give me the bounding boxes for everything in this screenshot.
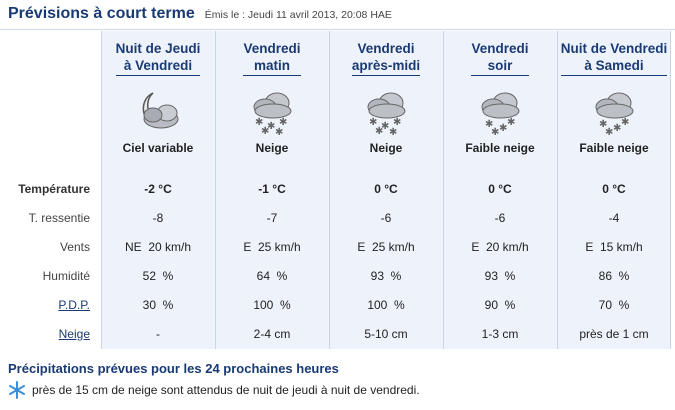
row-label-pop-link[interactable]: P.D.P.	[58, 298, 90, 312]
svg-text:✱: ✱	[485, 119, 494, 130]
pop-cell: 100 %	[367, 298, 405, 312]
feels-like-cell: -4	[608, 211, 620, 225]
svg-text:✱: ✱	[275, 127, 284, 135]
svg-text:✱: ✱	[255, 117, 264, 128]
period-header: Vendredi soir	[443, 40, 557, 76]
humidity-cell: 52 %	[142, 269, 174, 283]
svg-text:✱: ✱	[267, 121, 276, 132]
period-header: Vendredi après-midi	[329, 40, 443, 76]
svg-text:✱: ✱	[491, 127, 500, 135]
snow-cell: 5-10 cm	[364, 327, 408, 341]
svg-text:✱: ✱	[389, 127, 398, 135]
humidity-cell: 93 %	[484, 269, 516, 283]
temperature-cell: 0 °C	[488, 182, 512, 196]
winds-cell: E 15 km/h	[585, 240, 643, 254]
condition-label: Neige	[255, 141, 289, 155]
feels-like-cell: -6	[494, 211, 506, 225]
svg-text:✱: ✱	[605, 127, 614, 135]
page-title: Prévisions à court terme	[8, 5, 195, 22]
svg-text:✱: ✱	[499, 123, 508, 134]
period-header: Nuit de Jeudi à Vendredi	[101, 40, 215, 76]
feels-like-cell: -6	[380, 211, 392, 225]
condition-label: Ciel variable	[122, 141, 194, 155]
temperature-cell: 0 °C	[374, 182, 398, 196]
issued-timestamp: Émis le : Jeudi 11 avril 2013, 20:08 HAE	[204, 9, 392, 21]
pop-cell: 100 %	[253, 298, 291, 312]
feels-like-cell: -8	[152, 211, 164, 225]
precipitation-title: Précipitations prévues pour les 24 prochaines heures	[8, 361, 339, 376]
winds-cell: E 25 km/h	[357, 240, 415, 254]
precipitation-text: près de 15 cm de neige sont attendus de nuit de jeudi à nuit de vendredi.	[32, 383, 420, 397]
header-divider	[0, 29, 675, 30]
row-label-temperature: Température	[18, 182, 90, 196]
snow-cloud-icon	[329, 87, 443, 137]
forecast-table	[0, 31, 675, 349]
pop-cell: 70 %	[598, 298, 630, 312]
temperature-cell: -2 °C	[144, 182, 172, 196]
row-label-humidity: Humidité	[42, 269, 90, 283]
svg-text:✱: ✱	[375, 126, 384, 135]
period-header: Nuit de Vendredi à Samedi	[557, 40, 671, 76]
svg-text:✱: ✱	[393, 117, 402, 128]
temperature-cell: -1 °C	[258, 182, 286, 196]
condition-label: Faible neige	[579, 141, 649, 155]
winds-cell: E 20 km/h	[471, 240, 529, 254]
snow-cloud-icon	[443, 87, 557, 137]
humidity-cell: 64 %	[256, 269, 288, 283]
snow-cloud-icon	[557, 87, 671, 137]
svg-text:✱: ✱	[599, 119, 608, 130]
condition-label: Neige	[369, 141, 403, 155]
forecast-header	[8, 5, 392, 27]
snow-cell: -	[156, 327, 160, 341]
svg-text:✱: ✱	[613, 123, 622, 134]
row-label-feels-like: T. ressentie	[28, 211, 90, 225]
humidity-cell: 86 %	[598, 269, 630, 283]
svg-text:✱: ✱	[507, 117, 516, 128]
snow-cloud-icon	[215, 87, 329, 137]
period-header: Vendredi matin	[215, 40, 329, 76]
svg-text:✱: ✱	[279, 117, 288, 128]
feels-like-cell: -7	[266, 211, 278, 225]
snow-cell: près de 1 cm	[579, 327, 649, 341]
row-label-winds: Vents	[59, 240, 90, 254]
precipitation-summary	[8, 381, 420, 399]
snowflake-icon	[8, 381, 26, 399]
temperature-cell: 0 °C	[602, 182, 626, 196]
snow-cell: 2-4 cm	[253, 327, 291, 341]
svg-text:✱: ✱	[369, 117, 378, 128]
row-label-snow-link[interactable]: Neige	[58, 327, 90, 341]
condition-label: Faible neige	[465, 141, 535, 155]
humidity-cell: 93 %	[370, 269, 402, 283]
moon-cloud-icon	[101, 87, 215, 137]
svg-text:✱: ✱	[381, 121, 390, 132]
winds-cell: NE 20 km/h	[124, 240, 192, 254]
snow-cell: 1-3 cm	[481, 327, 519, 341]
pop-cell: 30 %	[142, 298, 174, 312]
svg-text:✱: ✱	[621, 117, 630, 128]
pop-cell: 90 %	[484, 298, 516, 312]
winds-cell: E 25 km/h	[243, 240, 301, 254]
svg-text:✱: ✱	[261, 126, 270, 135]
